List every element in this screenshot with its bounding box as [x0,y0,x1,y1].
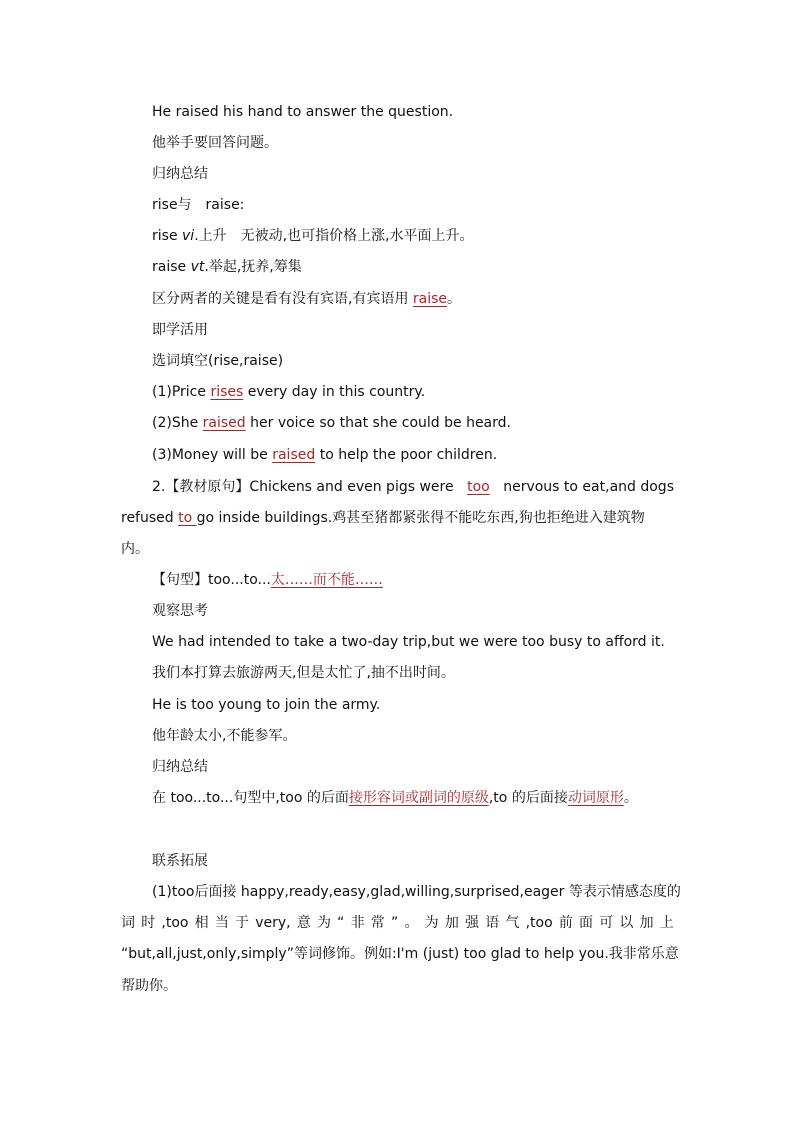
raise-pos: vt [190,259,205,275]
exercise-item-1: (1)Price rises every day in this country. [152,384,426,400]
answer-adj-adv: 接形容词或副词的原级 [348,790,489,806]
section-heading-practice: 即学活用 [152,322,208,338]
rise-pos: vi [182,228,195,244]
text-token: 前 [558,915,573,931]
raise-definition [152,257,302,277]
text-token: 相 [194,915,209,931]
text-token: 加 [444,915,459,931]
section-heading-observe: 观察思考 [152,603,208,619]
rise-raise-heading: rise与 raise: [152,197,245,213]
text-token: 常 [370,915,385,931]
extension-para-line3: “but,all,just,only,simply”等词修饰。例如:I'm (just) too glad to help you.我非常乐意 [121,946,679,962]
sentence-pattern: 【句型】too...to...太……而不能…… [152,572,383,588]
answer-blank: to [178,510,197,526]
answer-blank: raised [202,415,246,431]
answer-pattern-meaning: 太……而不能…… [270,572,383,588]
section-heading-summary: 归纳总结 [152,166,208,182]
text-token: 当 [214,915,229,931]
answer-blank: raised [272,447,316,463]
extension-para-line1: (1)too后面接 happy,ready,easy,glad,willing,surprised,eager 等表示情感态度的 [152,884,681,900]
example-sentence-zh: 他年龄太小,不能参军。 [152,728,297,744]
text-token: 为 [316,915,331,931]
text-token: 为 [424,915,439,931]
text-token: 加 [639,915,654,931]
example-sentence-en: We had intended to take a two-day trip,but we were too busy to afford it. [152,634,665,650]
text-token: 语 [485,915,500,931]
example-sentence-en: He is too young to join the army. [152,697,381,713]
pattern-rule: 在 too...to...句型中,too 的后面接形容词或副词的原级,to 的后面接动词原形。 [152,790,638,806]
example-sentence-zh: 我们本打算去旅游两天,但是太忙了,抽不出时间。 [152,665,455,681]
text-token: 词 [121,915,135,931]
text-token: 于 [235,915,250,931]
answer-blank: rises [210,384,244,400]
rise-definition [152,226,474,246]
example-sentence-zh: 他举手要回答问题。 [152,135,278,151]
section-heading-summary: 归纳总结 [152,759,208,775]
distinction-rule: 区分两者的关键是看有没有宾语,有宾语用 raise。 [152,291,462,307]
text-token: 时 [141,915,156,931]
text-token: ,too [525,915,553,931]
answer-verb-base: 动词原形 [567,790,624,806]
text-token: 非 [350,915,365,931]
raise-word: raise [152,259,191,275]
text-token: 意 [296,915,311,931]
text-token: 面 [579,915,594,931]
example-sentence-en: He raised his hand to answer the question. [152,104,454,120]
text-token: 上 [659,915,674,931]
rise-meaning: .上升 无被动,也可指价格上涨,水平面上升。 [194,228,474,244]
textbook-sentence-line3: 内。 [121,541,149,557]
answer-blank: too [467,479,490,495]
rise-word: rise [152,228,183,244]
text-token: 。 [404,915,419,931]
text-token: 气 [505,915,520,931]
text-token: 以 [619,915,634,931]
exercise-instruction: 选词填空(rise,raise) [152,353,284,369]
text-token: ,too [161,915,189,931]
text-token: ” [390,915,399,931]
section-heading-extension: 联系拓展 [152,853,208,869]
extension-para-line4: 帮助你。 [121,978,177,994]
exercise-item-2: (2)She raised her voice so that she could be heard. [152,415,511,431]
raise-meaning: .举起,抚养,筹集 [204,259,302,275]
textbook-sentence-line2: refused to go inside buildings.鸡甚至猪都紧张得不能吃东西,狗也拒绝进入建筑物 [121,510,645,526]
text-token: “ [337,915,345,931]
text-token: 强 [465,915,479,931]
extension-para-line2 [121,913,674,933]
text-token: 可 [599,915,614,931]
textbook-sentence-line1: 2.【教材原句】Chickens and even pigs were too nervous to eat,and dogs [152,479,674,495]
answer-raise: raise [412,291,448,307]
text-token: very, [255,915,291,931]
exercise-item-3: (3)Money will be raised to help the poor children. [152,447,498,463]
